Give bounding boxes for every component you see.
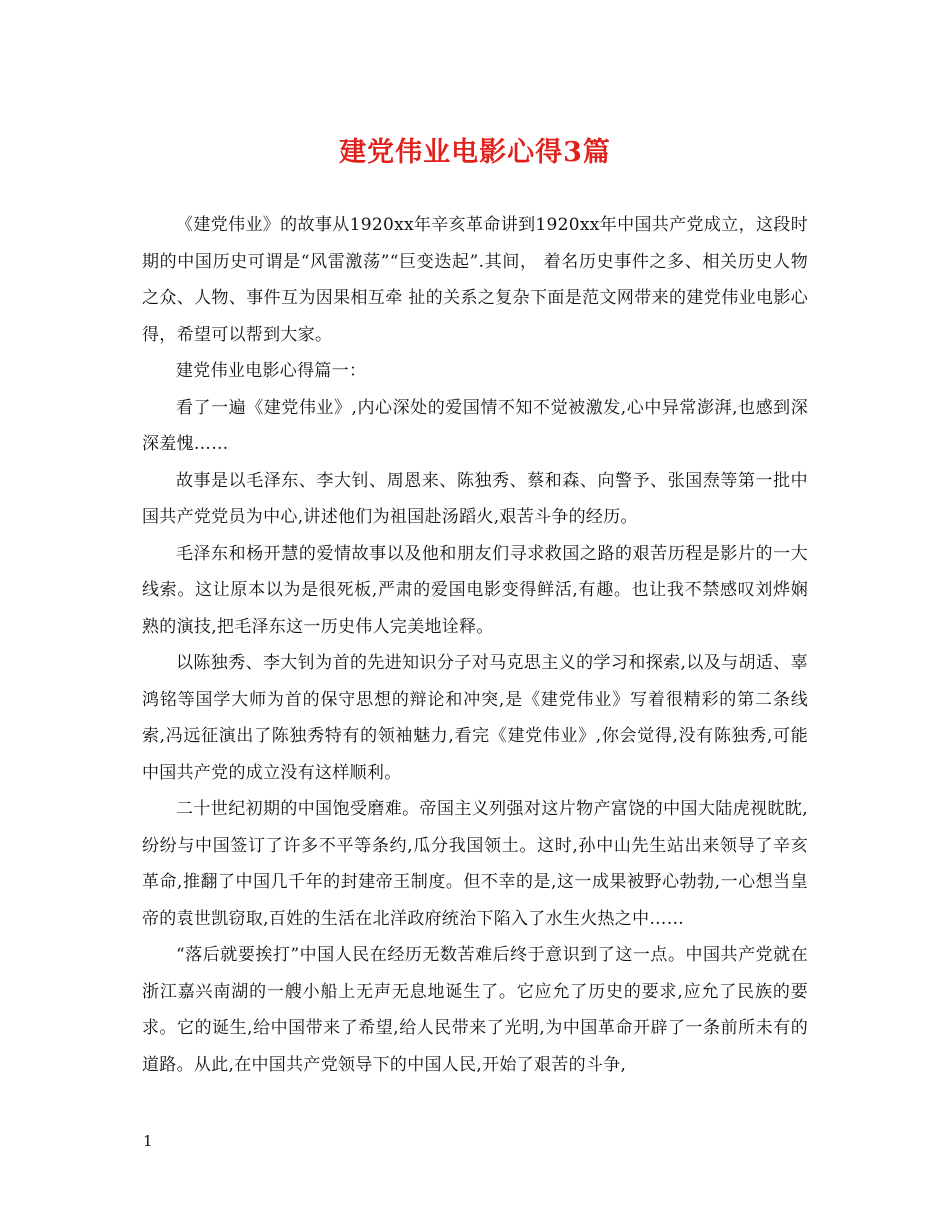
paragraph: “落后就要挨打”中国人民在经历无数苦难后终于意识到了这一点。中国共产党就在浙江嘉兴南湖的一艘小船上无声无息地诞生了。它应允了历史的要求,应允了民族的要求。它的诞生,给中国带来了希望,给人民带来了光明,为中国革命开辟了一条前所未有的道路。从此,在中国共产党领导下的中国人民,开始了艰苦的斗争,: [142, 945, 808, 1075]
paragraph: 二十世纪初期的中国饱受磨难。帝国主义列强对这片物产富饶的中国大陆虎视眈眈,纷纷与中国签订了许多不平等条约,瓜分我国领土。这时,孙中山先生站出来领导了辛亥革命,推翻了中国几千年的封建帝王制度。但不幸的是,这一成果被野心勃勃,一心想当皇帝的袁世凯窃取,百姓的生活在北洋政府统治下陷入了水生火热之中……: [142, 799, 808, 929]
page-number: 1: [143, 1132, 153, 1150]
page-title: 建党伟业电影心得3篇: [339, 137, 611, 168]
paragraph: 故事是以毛泽东、李大钊、周恩来、陈独秀、蔡和森、向警予、张国焘等第一批中国共产党党员为中心,讲述他们为祖国赴汤蹈火,艰苦斗争的经历。: [142, 470, 808, 527]
paragraph: 以陈独秀、李大钊为首的先进知识分子对马克思主义的学习和探索,以及与胡适、辜鸿铭等国学大师为首的保守思想的辩论和冲突,是《建党伟业》写着很精彩的第二条线索,冯远征演出了陈独秀特有的领袖魅力,看完《建党伟业》,你会觉得,没有陈独秀,可能中国共产党的成立没有这样顺利。: [142, 653, 808, 783]
paragraph: 看了一遍《建党伟业》,内心深处的爱国情不知不觉被激发,心中异常澎湃,也感到深深羞愧……: [142, 397, 808, 454]
paragraph: 毛泽东和杨开慧的爱情故事以及他和朋友们寻求救国之路的艰苦历程是影片的一大线索。这让原本以为是很死板,严肃的爱国电影变得鲜活,有趣。也让我不禁感叹刘烨娴熟的演技,把毛泽东这一历史伟人完美地诠释。: [142, 543, 808, 637]
section-heading: 建党伟业电影心得篇一：: [176, 361, 367, 381]
paragraph-intro: 《建党伟业》的故事从1920xx年辛亥革命讲到1920xx年中国共产党成立，这段时期的中国历史可谓是“风雷激荡”“巨变迭起”.其间， 着名历史事件之多、相关历史人物之众、人物、事件互为因果相互牵 扯的关系之复杂下面是范文网带来的建党伟业电影心得，希望可以帮到大家。: [142, 215, 808, 345]
article-body: [142, 207, 808, 1083]
